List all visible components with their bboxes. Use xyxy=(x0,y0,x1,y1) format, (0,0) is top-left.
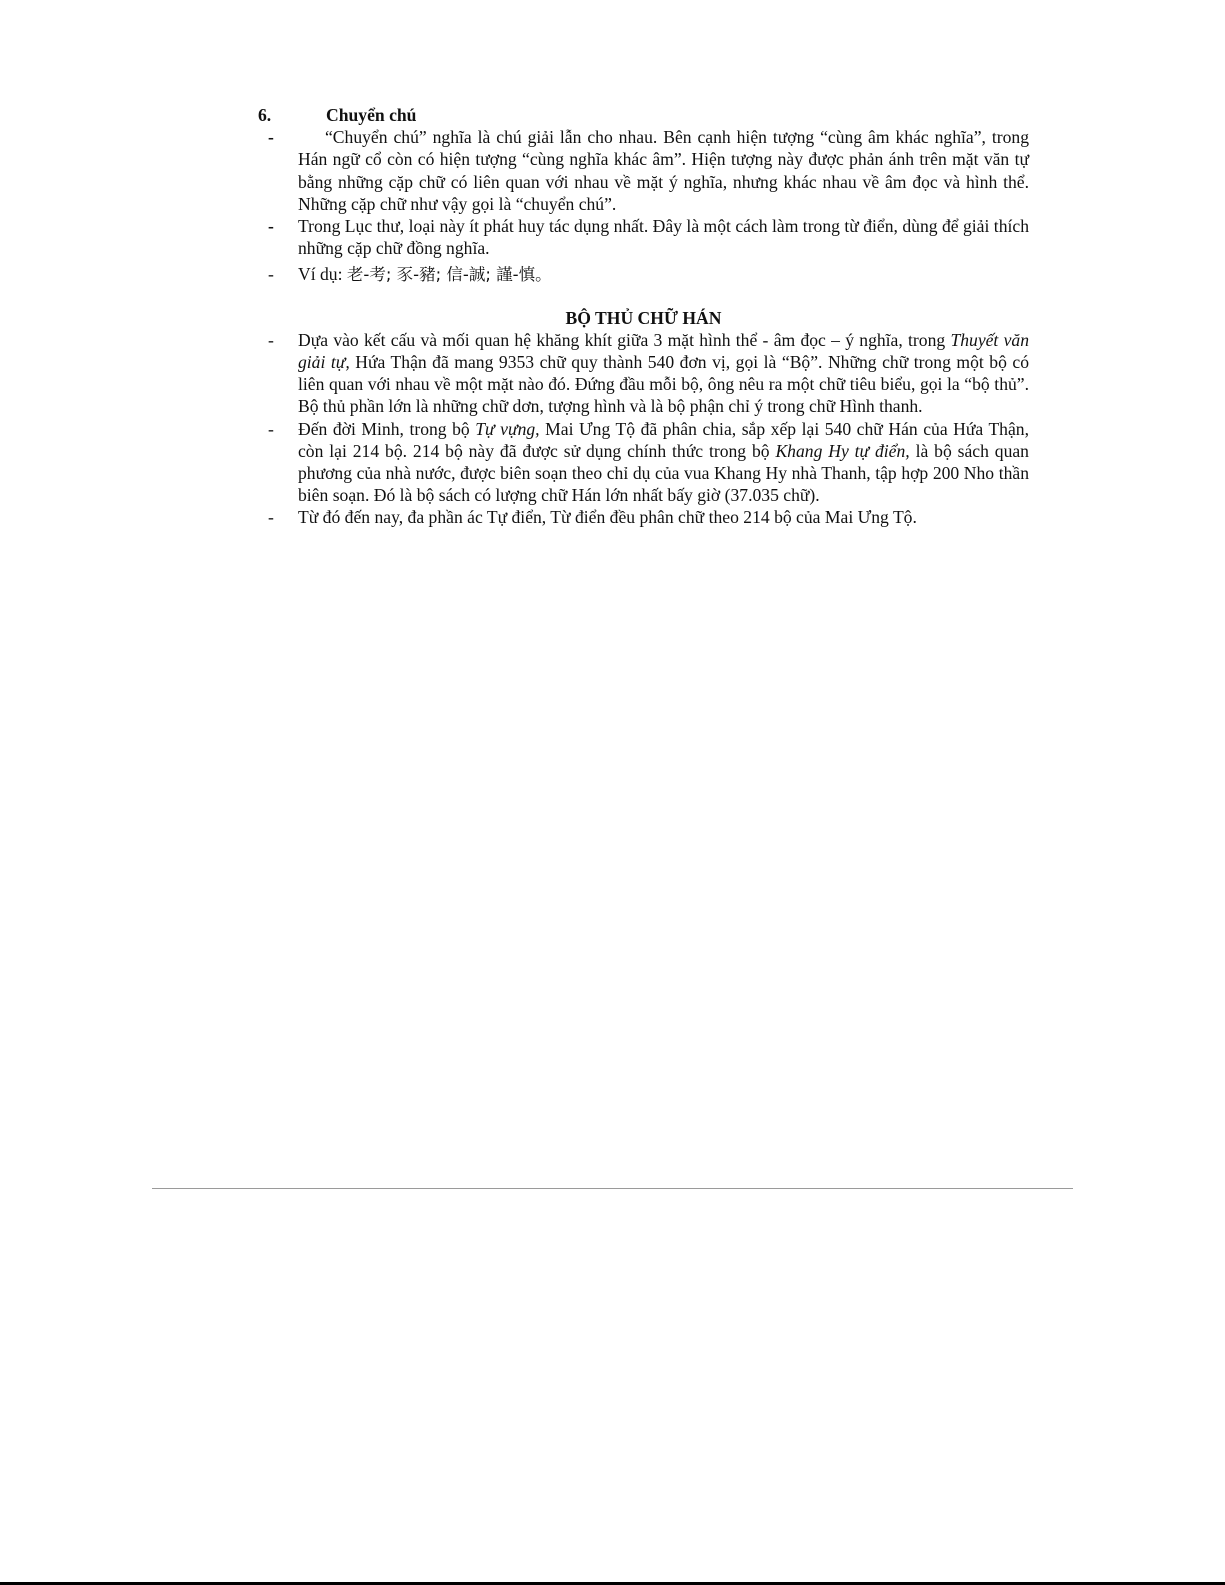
paragraph-usage: Trong Lục thư, loại này ít phát huy tác dụng nhất. Đây là một cách làm trong từ điển, dùng để giải thích những cặp chữ đồng nghĩa. xyxy=(298,216,1029,259)
book-title-shuowen: Thuyết văn giải tự, xyxy=(298,329,1029,373)
list-item xyxy=(258,263,1029,286)
bullet-dash: - xyxy=(268,329,274,350)
bullet-dash: - xyxy=(268,418,274,439)
paragraph-example xyxy=(298,263,1029,286)
paragraph-modern-usage: Từ đó đến nay, đa phần ác Tự điển, Từ điển đều phân chữ theo 214 bộ của Mai Ưng Tộ. xyxy=(298,507,917,528)
list-item xyxy=(258,126,1029,215)
bullet-dash: - xyxy=(268,216,274,237)
list-item xyxy=(258,506,1029,528)
document-body xyxy=(258,104,1029,529)
section-title: Chuyển chú xyxy=(326,105,417,125)
bullet-dash: - xyxy=(268,127,274,148)
paragraph-mai-ying-zuo xyxy=(298,418,1029,507)
text-run: Mai Ưng Tộ đã phân chia, sắp xếp lại 540 chữ Hán của Hứa Thận, còn lại 214 bộ. 214 bộ này đã được sử dụng chính thức trong bộ xyxy=(298,418,1029,461)
section-number: 6. xyxy=(258,105,272,125)
book-title-zihui: Tự vựng, xyxy=(475,418,540,439)
book-title-kangxi: Khang Hy tự điển, xyxy=(775,440,910,461)
text-run: Dựa vào kết cấu và mối quan hệ khăng khít giữa 3 mặt hình thể - âm đọc – ý nghĩa, trong xyxy=(298,329,951,350)
text-run: Đến đời Minh, trong bộ xyxy=(298,418,476,439)
paragraph-xu-shen xyxy=(298,329,1029,418)
paragraph-definition: “Chuyển chú” nghĩa là chú giải lẫn cho nhau. Bên cạnh hiện tượng “cùng âm khác nghĩa”, trong Hán ngữ cổ còn có hiện tượng “cùng nghĩa khác âm”. Hiện tượng này được phản ánh trên mặt văn tự bằng những cặp chữ có liên quan với nhau về mặt ý nghĩa, nhưng khác nhau về âm đọc và hình thể. Những cặp chữ như vậy gọi là “chuyển chú”. xyxy=(298,127,1029,214)
page-divider xyxy=(152,1188,1073,1189)
list-item xyxy=(258,215,1029,259)
text-run: Hứa Thận đã mang 9353 chữ quy thành 540 đơn vị, gọi là “Bộ”. Những chữ trong một bộ có liên quan với nhau về một mặt nào đó. Đứng đầu mỗi bộ, ông nêu ra một chữ tiêu biểu, gọi la “bộ thủ”. Bộ thủ phần lớn là những chữ dơn, tượng hình và là bộ phận chỉ ý trong chữ Hình thanh. xyxy=(298,352,1029,417)
section-heading xyxy=(258,104,1029,126)
bullet-dash: - xyxy=(268,264,274,285)
list-item xyxy=(258,329,1029,418)
example-characters: 老-考; 豕-豬; 信-誠; 謹-慎。 xyxy=(346,265,552,285)
example-label: Ví dụ: xyxy=(298,264,347,285)
list-item xyxy=(258,418,1029,507)
radicals-title: BỘ THỦ CHỮ HÁN xyxy=(565,307,722,328)
text-run: là bộ sách quan phương của nhà nước, được biên soạn theo chỉ dụ của vua Khang Hy nhà Thanh, tập hợp 200 Nho thần biên soạn. Đó là bộ sách có lượng chữ Hán lớn nhất bấy giờ (37.035 chữ). xyxy=(298,440,1029,506)
bullet-dash: - xyxy=(268,507,274,528)
